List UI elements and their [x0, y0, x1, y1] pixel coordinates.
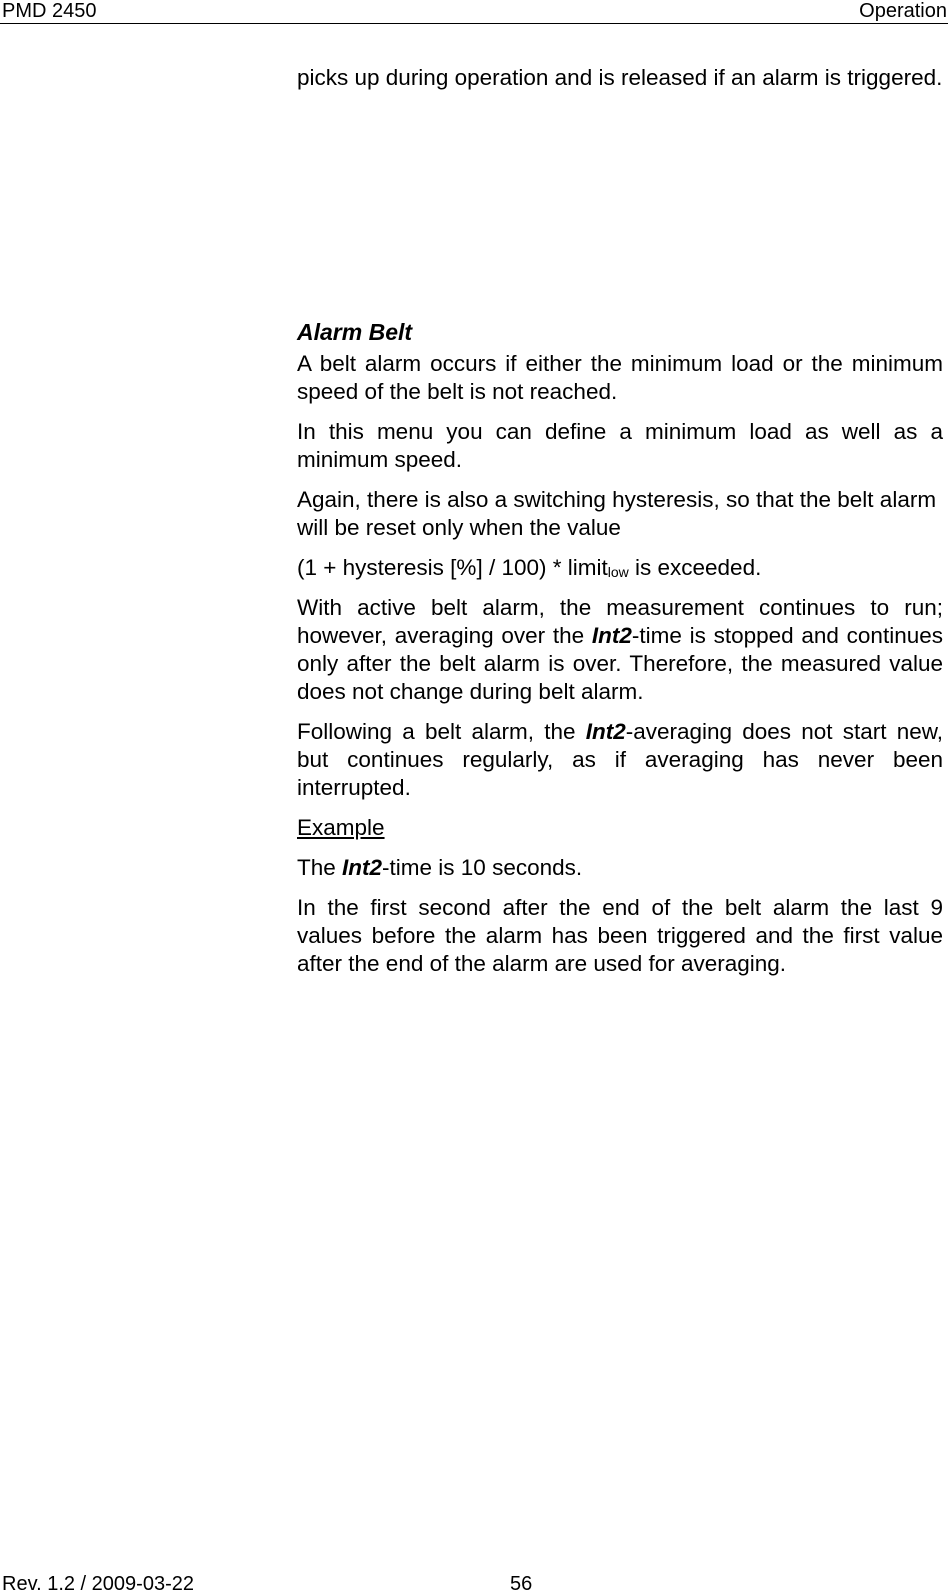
example-label-text: Example [297, 815, 385, 840]
page-body [297, 64, 943, 990]
footer-page-number: 56 [510, 1573, 533, 1595]
formula-text: (1 + hysteresis [%] / 100) * limit [297, 555, 608, 580]
text-run: Following a belt alarm, the [297, 719, 586, 744]
footer-revision: Rev. 1.2 / 2009-03-22 [2, 1573, 194, 1595]
text-run: With active belt alarm, the measurement continues to run; however, averaging over the [297, 595, 943, 648]
emphasis-int2: Int2 [591, 623, 632, 648]
emphasis-int2: Int2 [585, 719, 626, 744]
paragraph-following-belt-alarm [297, 718, 943, 802]
text-run: -time is stopped and continues only after the belt alarm is over. Therefore, the measured value does not change during belt alarm. [297, 623, 943, 704]
formula-subscript: low [607, 564, 629, 580]
example-label [297, 814, 943, 842]
header-divider [0, 23, 948, 24]
header-section-name: Operation [859, 0, 947, 22]
text-run: -time is 10 seconds. [382, 855, 583, 880]
formula-line [297, 554, 943, 582]
formula-tail: is exceeded. [628, 555, 762, 580]
section-heading: Alarm Belt [297, 319, 413, 345]
paragraph-example-int2-time [297, 854, 943, 882]
text-run: The [297, 855, 343, 880]
emphasis-int2: Int2 [342, 855, 383, 880]
spacer [297, 104, 943, 318]
paragraph-menu-description: In this menu you can define a minimum load as well as a minimum speed. [297, 419, 943, 472]
paragraph-active-belt-alarm [297, 594, 943, 706]
paragraph-hysteresis: Again, there is also a switching hysteresis, so that the belt alarm will be reset only when the value [297, 487, 937, 540]
intro-paragraph: picks up during operation and is released if an alarm is triggered. [297, 65, 943, 90]
header-document-title: PMD 2450 [2, 0, 97, 22]
paragraph-example-averaging: In the first second after the end of the belt alarm the last 9 values before the alarm has been triggered and the first value after the end of the alarm are used for averaging. [297, 895, 943, 976]
paragraph-belt-alarm-definition: A belt alarm occurs if either the minimum load or the minimum speed of the belt is not reached. [297, 351, 943, 404]
text-run: -averaging does not start new, but continues regularly, as if averaging has never been interrupted. [297, 719, 943, 800]
